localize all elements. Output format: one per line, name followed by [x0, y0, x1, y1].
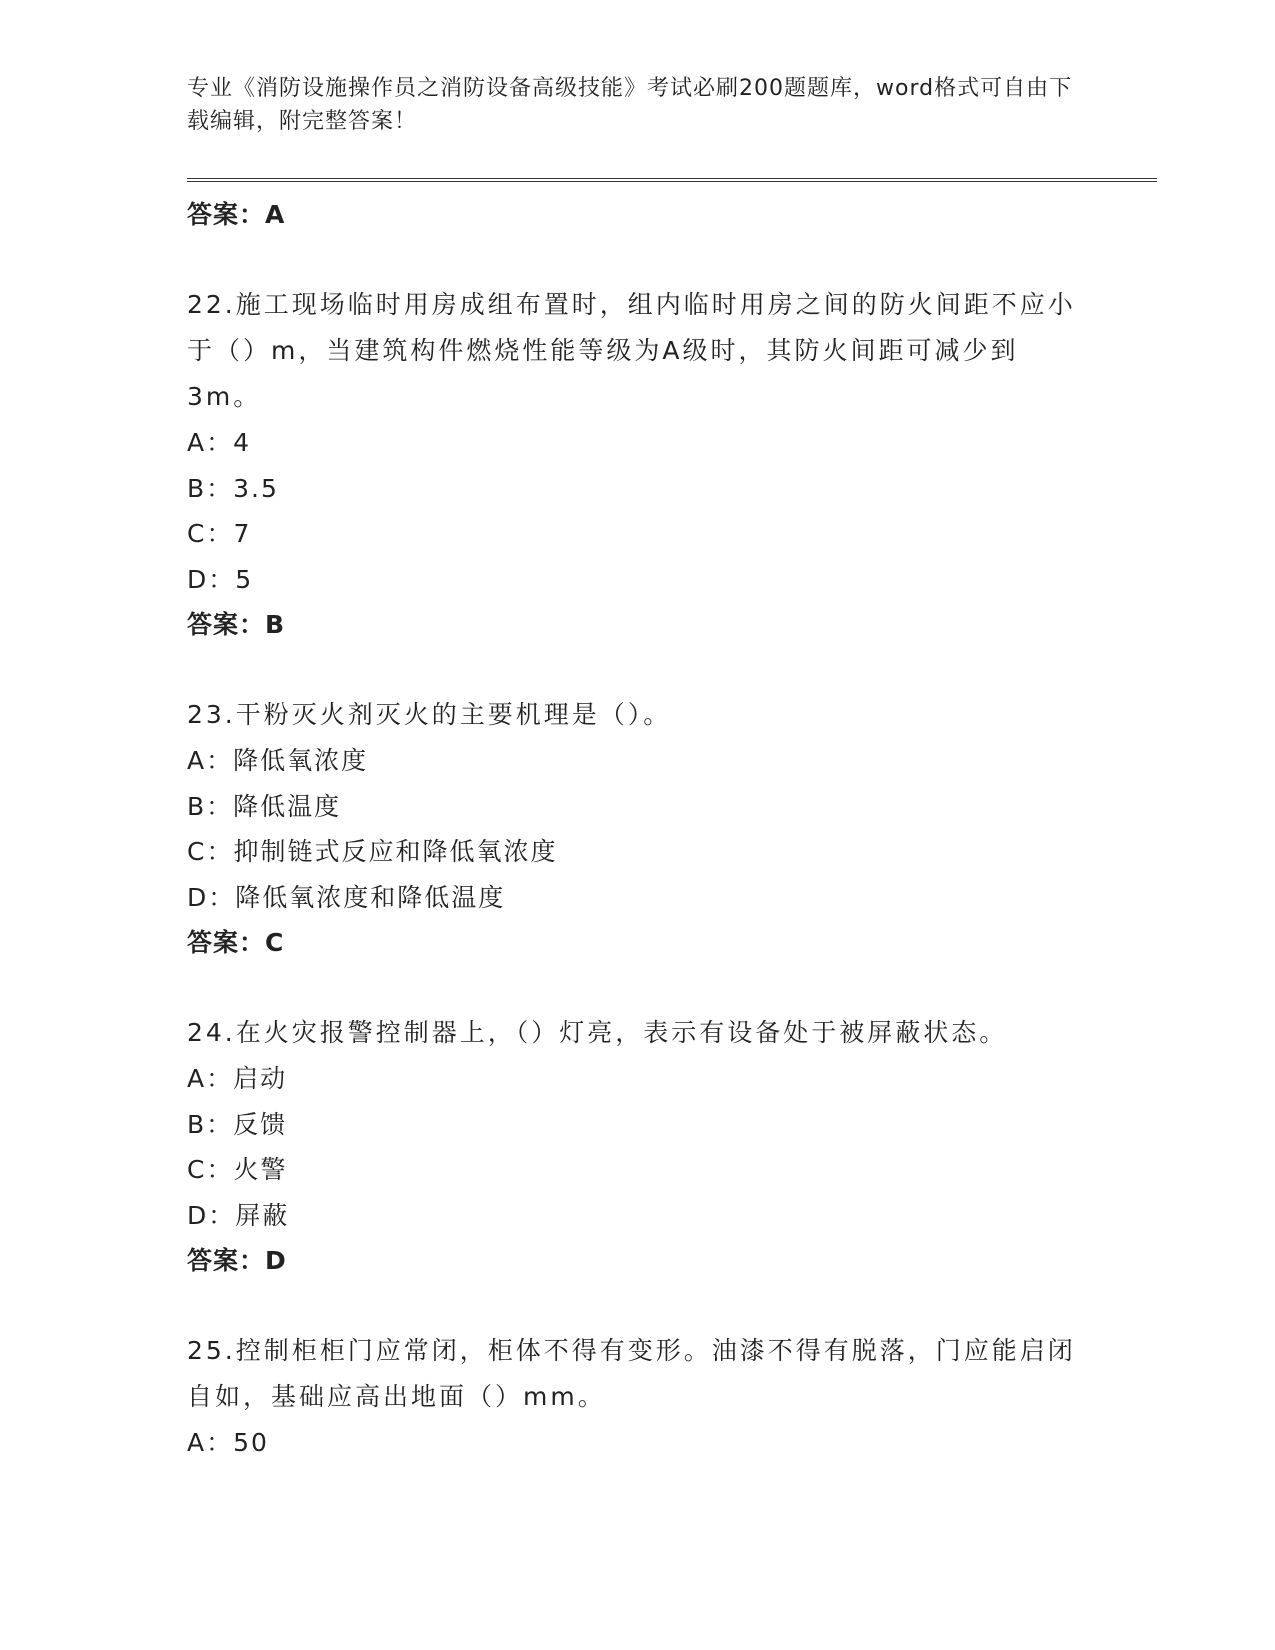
question-spacer [187, 647, 1147, 692]
option-d: D：降低氧浓度和降低温度 [187, 882, 506, 912]
option-a: A：启动 [187, 1064, 288, 1093]
option-b: B：反馈 [187, 1109, 288, 1139]
option-d: D：5 [187, 564, 254, 594]
option-c: C：抑制链式反应和降低氧浓度 [187, 837, 558, 866]
question-spacer [187, 237, 1147, 282]
question-block [187, 1328, 1147, 1466]
header-divider [187, 178, 1157, 182]
option-c: C：7 [187, 519, 252, 548]
option-d: D：屏蔽 [187, 1200, 290, 1230]
answer-line: 答案：C [187, 928, 285, 957]
answer-line: 答案：D [187, 1246, 287, 1275]
option-a: A：降低氧浓度 [187, 746, 369, 775]
option-b: B：降低温度 [187, 791, 342, 821]
document-header-note: 专业《消防设施操作员之消防设备高级技能》考试必刷200题题库，word格式可自由下载编辑，附完整答案！ [187, 76, 1073, 134]
question-text: 24.在火灾报警控制器上，（）灯亮，表示有设备处于被屏蔽状态。 [187, 1018, 1008, 1047]
answer-line: 答案：A [187, 200, 286, 229]
option-b: B：3.5 [187, 473, 279, 503]
option-a: A：50 [187, 1428, 269, 1457]
question-text: 25.控制柜柜门应常闭，柜体不得有变形。油漆不得有脱落，门应能启闭自如，基础应高出地面（）mm。 [187, 1336, 1076, 1411]
question-list [187, 186, 1147, 1466]
option-c: C：火警 [187, 1155, 288, 1184]
option-a: A：4 [187, 428, 252, 457]
question-block [187, 692, 1147, 965]
answer-line: 答案：B [187, 610, 286, 639]
question-text: 23.干粉灭火剂灭火的主要机理是（）。 [187, 700, 672, 729]
question-spacer [187, 1283, 1147, 1328]
question-spacer [187, 965, 1147, 1010]
question-text: 22.施工现场临时用房成组布置时，组内临时用房之间的防火间距不应小于（）m，当建筑构件燃烧性能等级为A级时，其防火间距可减少到3m。 [187, 290, 1076, 411]
question-block [187, 1010, 1147, 1283]
question-block [187, 282, 1147, 647]
